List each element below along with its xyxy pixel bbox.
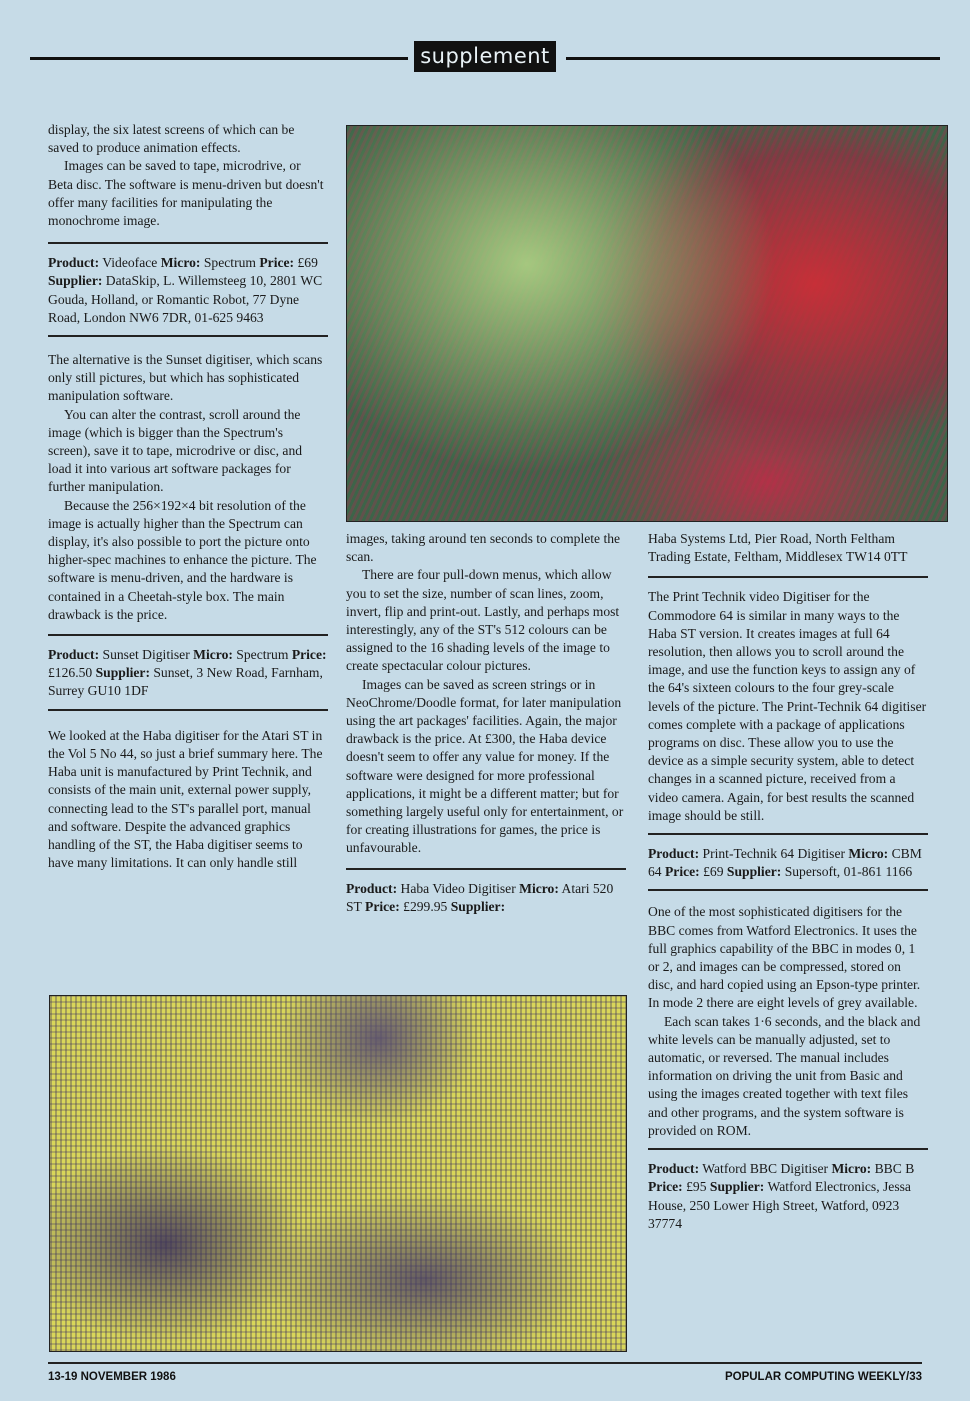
paragraph: We looked at the Haba digitiser for the Atari ST in the Vol 5 No 44, so just a brief summary here. The Haba unit is manufactured by Print Technik, and consists of the main unit, external power supply, connecting lead to the ST's parallel port, manual and software. Despite the advanced graphics handling of the ST, the Haba digitiser seems to have many limitations. It can only handle still <box>48 727 323 871</box>
paragraph: The Print Technik video Digitiser for the Commodore 64 is similar in many ways to the Haba ST version. It creates images at full 64 resolution, then allows you to scroll around the image, and use the function keys to assign any of the 64's sixteen colours to the four grey-scale levels of the picture. The Print-Technik 64 digitiser comes complete with a package of applications programs on disc. These allow you to use the device as a simple security system, able to detect changes in a scanned picture, received from a video camera. Again, for best results the scanned image should be still. <box>648 589 927 823</box>
paragraph: Haba Systems Ltd, Pier Road, North Feltham Trading Estate, Feltham, Middlesex TW14 0TT <box>648 531 908 565</box>
divider <box>48 335 328 337</box>
footer-rule <box>48 1362 922 1364</box>
column-3 <box>648 530 928 1233</box>
paragraph: You can alter the contrast, scroll around the image (which is bigger than the Spectrum's screen), save it to tape, microdrive or disc, and load it into various art software packages for further manipulation. <box>48 406 303 495</box>
divider <box>48 634 328 636</box>
paragraph: display, the six latest screens of which can be saved to produce animation effects. <box>48 122 295 156</box>
paragraph: Images can be saved as screen strings or in NeoChrome/Doodle format, for later manipulation using the art packages' facilities. Again, the major drawback is the price. At £300, the Haba device doesn't seem to offer any value for money. If the software were designed for more professional applications, it might be a different matter; but for something largely useful only for entertainment, or for creating illustrations for games, the price is unfavourable. <box>346 676 624 856</box>
divider <box>48 242 328 244</box>
product-box-sunset: Product: Sunset Digitiser Micro: Spectrum Price: £126.50 Supplier: Sunset, 3 New Road, Farnham, Surrey GU10 1DF <box>48 647 327 699</box>
paragraph: Because the 256×192×4 bit resolution of the image is actually higher than the Spectrum can display, it's also possible to port the picture onto higher-spec machines to enhance the picture. The software is menu-driven, and the hardware is contained in a Cheetah-style box. The main drawback is the price. <box>48 497 317 622</box>
paragraph: The alternative is the Sunset digitiser, which scans only still pictures, but which has sophisticated manipulation software. <box>48 352 323 404</box>
header-rule-left <box>30 57 408 60</box>
divider <box>648 1148 928 1150</box>
divider <box>48 709 328 711</box>
paragraph: One of the most sophisticated digitisers for the BBC comes from Watford Electronics. It uses the full graphics capability of the BBC in modes 0, 1 or 2, and images can be compressed, stored on disc, and hard copied using an Epson-type printer. In mode 2 there are eight levels of grey available. <box>648 904 921 1011</box>
divider <box>648 833 928 835</box>
digitised-image-yellow <box>49 995 627 1352</box>
footer-publication: POPULAR COMPUTING WEEKLY/33 <box>724 1371 922 1383</box>
paragraph: There are four pull-down menus, which allow you to set the size, number of scan lines, zoom, invert, flip and print-out. Lastly, and perhaps most interestingly, any of the ST's 512 colours can be assigned to the 16 shading levels of the image to create spectacular colour pictures. <box>346 567 620 674</box>
section-label: supplement <box>414 41 556 72</box>
product-box-videoface: Product: Videoface Micro: Spectrum Price: £69 Supplier: DataSkip, L. Willemsteeg 10, 2801 WC Gouda, Holland, or Romantic Robot, 77 Dyne Road, London NW6 7DR, 01-625 9463 <box>48 255 323 325</box>
paragraph: Each scan takes 1·6 seconds, and the black and white levels can be manually adjusted, set to automatic, or reversed. The manual includes information on driving the unit from Basic and using the images created together with text files and other programs, and the system software is provided on ROM. <box>648 1013 921 1138</box>
paragraph: Images can be saved to tape, microdrive, or Beta disc. The software is menu-driven but doesn't offer many facilities for manipulating the monochrome image. <box>48 158 324 229</box>
column-1 <box>48 121 328 872</box>
footer-date: 13-19 NOVEMBER 1986 <box>48 1371 176 1383</box>
digitised-image-color <box>346 125 948 522</box>
product-box-print-technik: Product: Print-Technik 64 Digitiser Micro: CBM 64 Price: £69 Supplier: Supersoft, 01-861 1166 <box>648 846 922 880</box>
product-box-haba: Product: Haba Video Digitiser Micro: Atari 520 ST Price: £299.95 Supplier: <box>346 880 614 914</box>
divider <box>346 868 626 870</box>
paragraph: images, taking around ten seconds to complete the scan. <box>346 531 621 565</box>
divider <box>648 576 928 578</box>
column-2 <box>346 530 626 916</box>
product-box-watford: Product: Watford BBC Digitiser Micro: BBC B Price: £95 Supplier: Watford Electronics, Jessa House, 250 Lower High Street, Watford, 0923 37774 <box>648 1161 915 1231</box>
header-rule-right <box>566 57 940 60</box>
divider <box>648 889 928 891</box>
